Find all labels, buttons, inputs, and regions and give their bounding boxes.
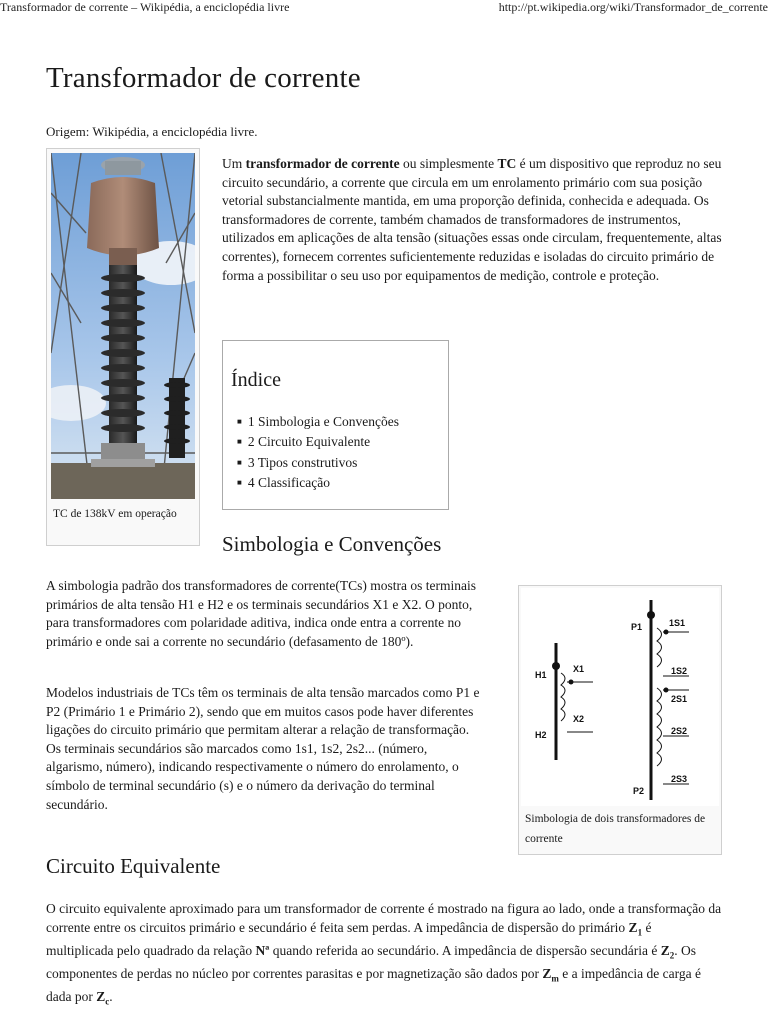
toc-item-tipos-construtivos[interactable]: ■ 3 Tipos construtivos <box>237 454 399 474</box>
label-x2: X2 <box>573 714 585 724</box>
label-h2: H2 <box>535 730 547 740</box>
label-1s2: 1S2 <box>671 666 688 676</box>
toc-title: Índice <box>231 369 281 391</box>
image-thumbnail-ct <box>46 148 200 546</box>
symbol-zc: $Z_c$ <box>96 989 110 1008</box>
section-heading-simbologia: Simbologia e Convenções <box>222 532 442 556</box>
section-heading-circuito-equivalente: Circuito Equivalente <box>46 854 221 878</box>
current-transformer-photo[interactable] <box>51 153 195 499</box>
image-caption: TC de 138kV em operação <box>53 508 177 520</box>
label-p2: P2 <box>633 786 645 796</box>
label-h1: H1 <box>535 670 547 680</box>
term-tc: TC <box>497 156 517 171</box>
paragraph-circuito-equivalente: O circuito equivalente aproximado para um transformador de corrente é mostrado na figura ao lado, onde a transformação da corrente entre os circuitos primário e secundário é feita sem perdas. A impedância de dispersão do primário $Z_1$ é multiplicada pelo quadrado da relação Nª quando referida ao secundário. A impedância de dispersão secundária é $Z_2$. Os componentes de perdas no núcleo por correntes parasitas e por magnetização são dados por $Z_m$ e a impedância de carga é dada por $Z_c$. <box>46 901 722 1008</box>
image-caption: Simbologia de dois transformadores de corrente <box>525 813 706 845</box>
image-thumbnail-ct-symbols <box>518 585 722 855</box>
label-p1: P1 <box>631 622 643 632</box>
ct-symbol-diagram[interactable] <box>521 588 719 806</box>
label-2s1: 2S1 <box>671 694 688 704</box>
article-title: Transformador de corrente <box>46 62 361 94</box>
label-1s1: 1S1 <box>669 618 686 628</box>
symbol-n: Nª <box>255 942 270 958</box>
intro-paragraph: Um transformador de corrente ou simplesmente TC é um dispositivo que reproduz no seu circuito secundário, a corrente que circula em um enrolamento primário com sua posição vetorial substancialmente mantida, em uma proporção definida, conhecida e adequada. Os transformadores de corrente, também chamados de transformadores de instrumentos, utilizados em aplicações de alta tensão (situações essas onde circulam, frequentemente, altas correntes), fornecem correntes suficientemente reduzidas e isoladas do circuito primário de forma a possibilitar o seu uso por equipamentos de medição, controle e proteção. <box>222 156 722 283</box>
symbol-zm: $Z_m$ <box>542 966 559 984</box>
symbol-z1: $Z_1$ <box>628 919 643 938</box>
browser-page-title: Transformador de corrente – Wikipédia, a enciclopédia livre <box>0 0 290 14</box>
symbol-z2: $Z_2$ <box>660 942 675 961</box>
toc-item-classificacao[interactable]: ■ 4 Classificação <box>237 474 399 494</box>
toc-item-circuito-equivalente[interactable]: ■ 2 Circuito Equivalente <box>237 433 399 453</box>
table-of-contents <box>222 340 449 510</box>
page-url[interactable]: http://pt.wikipedia.org/wiki/Transformador_de_corrente <box>498 0 768 14</box>
paragraph-simbologia-2: Modelos industriais de TCs têm os terminais de alta tensão marcados como P1 e P2 (Primário 1 e Primário 2), sendo que em muitos casos pode haver diferentes ligações do circuito primário que permitam alterar a relação de transformação. Os terminais secundários são marcados como 1s1, 1s2, 2s2... (número, algarismo, número), indicando respectivamente o número do enrolamento, o símbolo de terminal secundário (s) e o número da derivação do terminal secundário. <box>46 685 480 812</box>
label-2s3: 2S3 <box>671 774 688 784</box>
label-x1: X1 <box>573 664 585 674</box>
label-2s2: 2S2 <box>671 726 688 736</box>
toc-list <box>237 413 399 494</box>
toc-item-simbologia[interactable]: ■ 1 Simbologia e Convenções <box>237 413 399 433</box>
article-origin: Origem: Wikipédia, a enciclopédia livre. <box>46 124 258 139</box>
term-transformador-de-corrente: transformador de corrente <box>245 156 400 171</box>
paragraph-simbologia-1: A simbologia padrão dos transformadores de corrente(TCs) mostra os terminais primários de alta tensão H1 e H2 e os terminais secundários X1 e X2. O ponto, para transformadores com polaridade aditiva, indica onde entra a corrente no primário e onde sai a corrente no secundário (defasamento de 180º). <box>46 578 477 649</box>
